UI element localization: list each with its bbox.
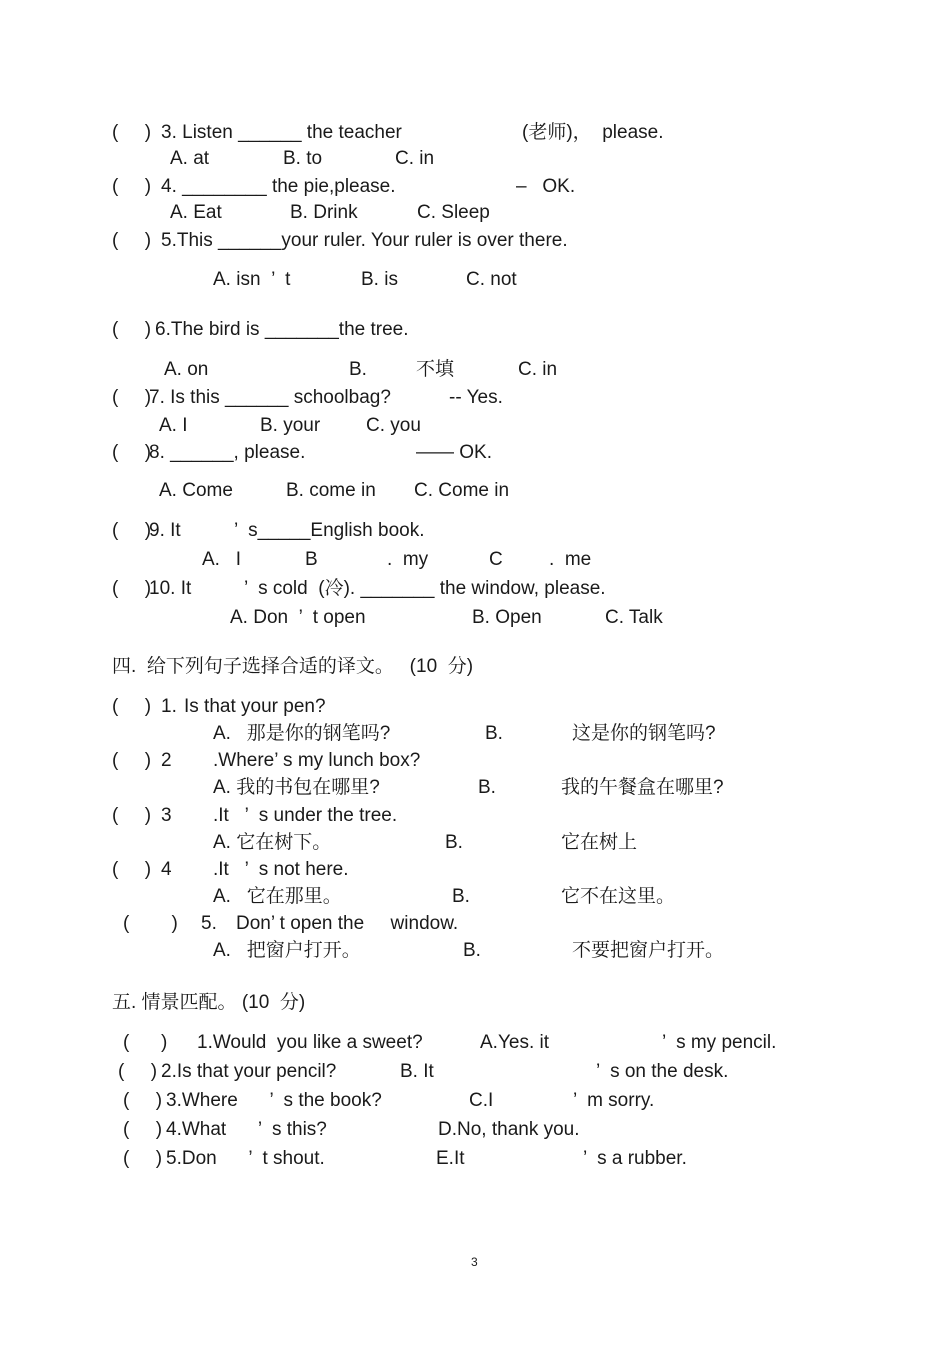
option-a: A. 它在树下。: [213, 832, 332, 853]
option-b: B. Drink: [290, 202, 358, 223]
option-c-letter: C: [489, 549, 503, 570]
question-stem: 4. ________ the pie,please.: [161, 176, 396, 197]
option-b: B. Open: [472, 607, 542, 628]
match-question: 1.Would you like a sweet?: [197, 1032, 423, 1053]
option-c: C. in: [395, 148, 435, 169]
english-sentence: .Where’ s my lunch box?: [213, 750, 421, 771]
question-stem: 9. It: [149, 520, 181, 541]
question-reply: – OK.: [516, 176, 576, 197]
question-stem: 8. ______, please.: [149, 442, 306, 463]
option-a: A. I: [159, 415, 188, 436]
match-question: 3.Where ’ s the book?: [166, 1090, 382, 1111]
option-a: A. Eat: [170, 202, 222, 223]
option-b: B. your: [260, 415, 321, 436]
option-b-letter: B.: [452, 886, 470, 907]
item-number: 2: [161, 750, 172, 771]
section-heading: 五. 情景匹配。 (10 分): [112, 992, 306, 1013]
option-c-text: . me: [549, 549, 592, 570]
match-answer-cont: ’ s on the desk.: [596, 1061, 729, 1082]
option-c: C. Talk: [605, 607, 663, 628]
option-b-text: 不要把窗户打开。: [572, 940, 725, 961]
option-b: B. come in: [286, 480, 376, 501]
option-b-letter: B: [305, 549, 318, 570]
option-b-letter: B.: [478, 777, 496, 798]
answer-blank: ( ): [112, 578, 152, 599]
answer-blank: ( ): [112, 520, 152, 541]
option-b-letter: B.: [349, 359, 367, 380]
option-a: A. isn ’ t: [213, 269, 291, 290]
match-answer-cont: ’ m sorry.: [573, 1090, 655, 1111]
option-a: A. 把窗户打开。: [213, 940, 361, 961]
question-stem-cont: ’ s cold (冷). _______ the window, please.: [244, 578, 606, 599]
answer-blank: ( ): [118, 1061, 158, 1082]
answer-blank: ( ): [123, 913, 178, 934]
option-b-letter: B.: [445, 832, 463, 853]
question-stem: 3. Listen ______ the teacher: [161, 122, 402, 143]
question-stem: 10. It: [149, 578, 192, 599]
option-a: A. at: [170, 148, 210, 169]
match-answer-cont: ’ s a rubber.: [583, 1148, 687, 1169]
option-b-text: 不填: [416, 359, 455, 380]
option-a: A. 我的书包在哪里?: [213, 777, 380, 798]
answer-blank: ( ): [112, 176, 152, 197]
question-reply: —— OK.: [416, 442, 493, 463]
option-b-letter: B.: [485, 723, 503, 744]
option-a: A. on: [164, 359, 209, 380]
answer-blank: ( ): [112, 750, 152, 771]
match-answer: D.No, thank you.: [438, 1119, 580, 1140]
option-c: C. Come in: [414, 480, 510, 501]
answer-blank: ( ): [112, 859, 152, 880]
answer-blank: ( ): [112, 230, 152, 251]
option-c: C. you: [366, 415, 421, 436]
english-sentence: .It ’ s not here.: [213, 859, 349, 880]
match-question: 2.Is that your pencil?: [161, 1061, 337, 1082]
question-stem: 6.The bird is _______the tree.: [155, 319, 409, 340]
english-sentence: .It ’ s under the tree.: [213, 805, 398, 826]
answer-blank: ( ): [112, 387, 152, 408]
answer-blank: ( ): [123, 1148, 163, 1169]
item-number: 1.: [161, 696, 177, 717]
match-question: 5.Don ’ t shout.: [166, 1148, 325, 1169]
match-answer: B. It: [400, 1061, 434, 1082]
page-number: 3: [471, 1255, 478, 1269]
option-a: A. Don ’ t open: [230, 607, 366, 628]
option-b-text: 它在树上: [561, 832, 638, 853]
english-sentence: Don’ t open the window.: [236, 913, 459, 934]
answer-blank: ( ): [112, 442, 152, 463]
match-answer: E.It: [436, 1148, 465, 1169]
answer-blank: ( ): [123, 1119, 163, 1140]
option-b: B. to: [283, 148, 323, 169]
match-question: 4.What ’ s this?: [166, 1119, 327, 1140]
option-a: A. 那是你的钢笔吗?: [213, 723, 391, 744]
answer-blank: ( ): [112, 805, 152, 826]
option-c: C. Sleep: [417, 202, 490, 223]
item-number: 3: [161, 805, 172, 826]
question-stem: 5.This ______your ruler. Your ruler is over there.: [161, 230, 568, 251]
english-sentence: Is that your pen?: [184, 696, 326, 717]
question-reply: -- Yes.: [449, 387, 503, 408]
option-b-text: . my: [387, 549, 429, 570]
question-stem-cont: ’ s_____English book.: [234, 520, 425, 541]
option-b-text: 它不在这里。: [561, 886, 676, 907]
answer-blank: ( ): [123, 1090, 163, 1111]
answer-blank: ( ): [112, 696, 152, 717]
option-b-text: 我的午餐盒在哪里?: [561, 777, 724, 798]
match-answer: C.I: [469, 1090, 494, 1111]
question-gloss: (老师)， please.: [522, 122, 664, 143]
option-b-text: 这是你的钢笔吗?: [572, 723, 716, 744]
match-answer: A.Yes. it: [480, 1032, 550, 1053]
answer-blank: ( ): [112, 319, 152, 340]
item-number: 4: [161, 859, 172, 880]
option-c: C. not: [466, 269, 517, 290]
option-a: A. Come: [159, 480, 233, 501]
answer-blank: ( ): [112, 122, 152, 143]
question-stem: 7. Is this ______ schoolbag?: [149, 387, 391, 408]
answer-blank: ( ): [123, 1032, 168, 1053]
option-a: A. I: [202, 549, 242, 570]
option-b-letter: B.: [463, 940, 481, 961]
section-heading: 四. 给下列句子选择合适的译文。 (10 分): [112, 656, 474, 677]
item-number: 5.: [201, 913, 217, 934]
option-c: C. in: [518, 359, 558, 380]
option-b: B. is: [361, 269, 398, 290]
option-a: A. 它在那里。: [213, 886, 342, 907]
match-answer-cont: ’ s my pencil.: [662, 1032, 777, 1053]
